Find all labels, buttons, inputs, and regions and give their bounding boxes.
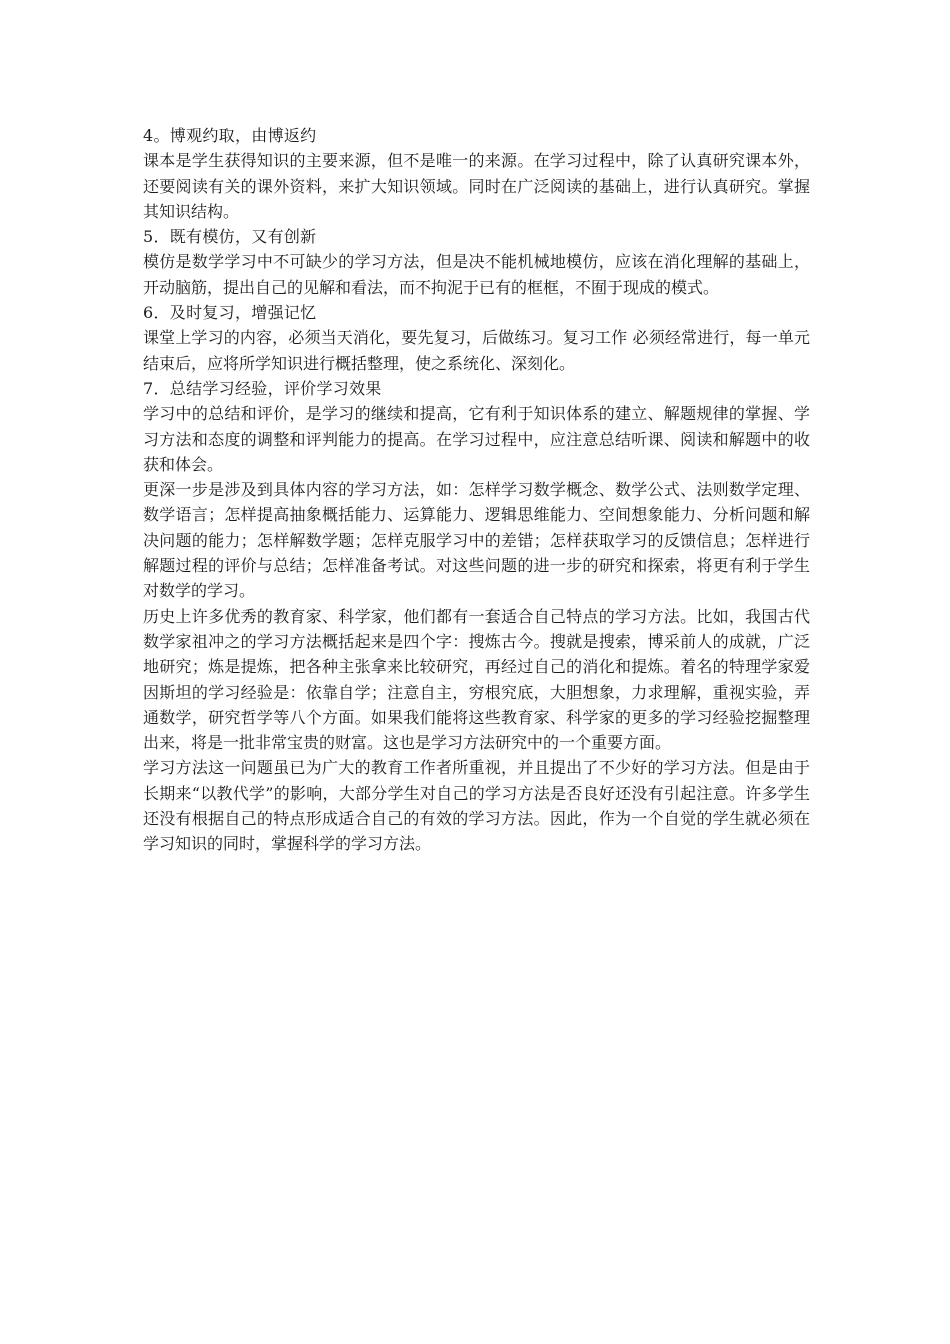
document-body [143, 123, 810, 857]
paragraph-summary: 学习中的总结和评价，是学习的继续和提高，它有利于知识体系的建立、解题规律的掌握、学习方法和态度的调整和评判能力的提高。在学习过程中，应注意总结听课、阅读和解题中的收获和体会。 [143, 404, 810, 474]
paragraph-historical-examples: 历史上许多优秀的教育家、科学家，他们都有一套适合自己特点的学习方法。比如，我国古代数学家祖冲之的学习方法概括起来是四个字：搜炼古今。搜就是搜索，博采前人的成就，广泛地研究；炼是提炼，把各种主张拿来比较研究，再经过自己的消化和提炼。着名的特理学家爱因斯坦的学习经验是：依靠自学；注意自主，穷根究底，大胆想象，力求理解，重视实验，弄通数学，研究哲学等八个方面。如果我们能将这些教育家、科学家的更多的学习经验挖掘整理出来，将是一批非常宝贵的财富。这也是学习方法研究中的一个重要方面。 [143, 606, 810, 753]
section-heading-6: 6．及时复习，增强记忆 [143, 303, 317, 323]
section-heading-7: 7．总结学习经验，评价学习效果 [143, 378, 382, 398]
paragraph-conclusion: 学习方法这一问题虽已为广大的教育工作者所重视，并且提出了不少好的学习方法。但是由于长期来“以教代学”的影响，大部分学生对自己的学习方法是否良好还没有引起注意。许多学生还没有根据自己的特点形成适合自己的有效的学习方法。因此，作为一个自觉的学生就必须在学习知识的同时，掌握科学的学习方法。 [143, 758, 810, 854]
paragraph-imitation: 模仿是数学学习中不可缺少的学习方法，但是决不能机械地模仿，应该在消化理解的基础上，开动脑筋，提出自己的见解和看法，而不拘泥于已有的框框，不囿于现成的模式。 [143, 252, 810, 297]
section-heading-4: 4。博观约取，由博返约 [143, 126, 317, 145]
paragraph-specific-methods: 更深一步是涉及到具体内容的学习方法，如：怎样学习数学概念、数学公式、法则数学定理、数学语言；怎样提高抽象概括能力、运算能力、逻辑思维能力、空间想象能力、分析问题和解决问题的能力；怎样解数学题；怎样克服学习中的差错；怎样获取学习的反馈信息；怎样进行解题过程的评价与总结；怎样准备考试。对这些问题的进一步的研究和探索，将更有利于学生对数学的学习。 [143, 480, 810, 601]
paragraph-textbook-sources: 课本是学生获得知识的主要来源，但不是唯一的来源。在学习过程中，除了认真研究课本外，还要阅读有关的课外资料，来扩大知识领域。同时在广泛阅读的基础上，进行认真研究。掌握其知识结构。 [143, 151, 810, 221]
paragraph-review: 课堂上学习的内容，必须当天消化，要先复习，后做练习。复习工作 必须经常进行，每一单元结束后，应将所学知识进行概括整理，使之系统化、深刻化。 [143, 328, 810, 373]
section-heading-5: 5．既有模仿，又有创新 [143, 227, 317, 247]
